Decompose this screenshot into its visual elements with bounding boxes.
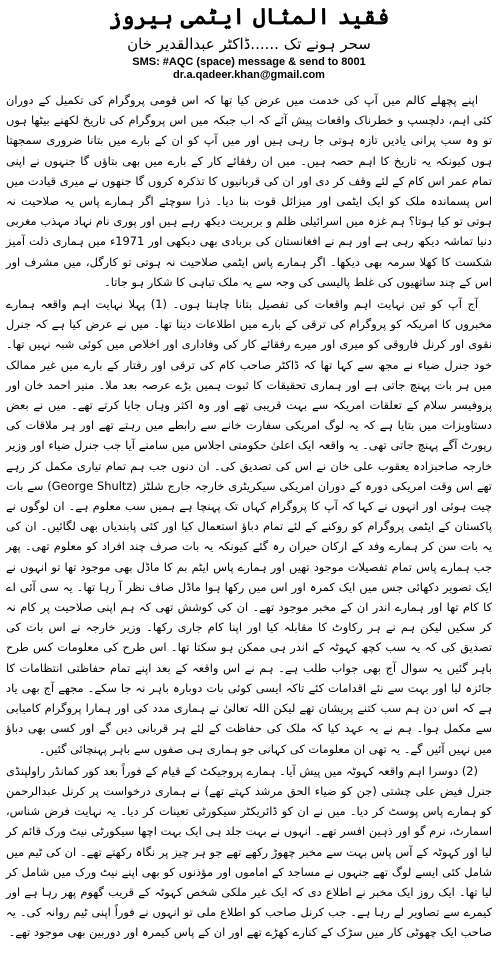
article-paragraph-2: آج آپ کو تین نہایت اہم واقعات کی تفصیل بتانا چاہتا ہوں۔ (1) پہلا نہایت اہم واقعہ ہمارے مخبروں کا امریکہ کو پروگرام کی ترقی کے بارے میں اطلاعات دینا تھا۔ میں نے عرض کیا ہے کہ جنرل نقوی اور کرنل فاروقی کو میری اور میرے رفقائے کار کی وفاداری اور اخلاص میں کوئی شبہ نہیں تھا۔ خود جنرل ضیاء نے مجھ سے کہا تھا کہ ڈاکٹر صاحب کام کی ترقی اور رفتار کے بارے میں غیر ممالک میں ہر بات پہنچ جاتی ہے اور ہماری تحقیقات کا ثبوت ہمیں بڑے عرصہ بعد ملا۔ منیر احمد خان اور پروفیسر سلام کے تعلقات امریکہ سے بہت قریبی تھے اور وہ اکثر وہاں جایا کرتے تھے۔ میں نے بعض دستاویزات میں بتایا ہے کہ یہ لوگ امریکی سفارت خانے سے رابطے میں رہتے تھے اور ہر ملاقات کی رپورٹ آگے پہنچ جاتی تھی۔ یہ واقعہ ایک اعلیٰ حکومتی اجلاس میں سامنے آیا جب جنرل ضیاء اور وزیر خارجہ صاحبزادہ یعقوب علی خان نے اس کی تصدیق کی۔ ان دنوں جب ہم تمام تیاری مکمل کر رہے تھے اس وقت امریکی دورہ کے دوران امریکی سیکریٹری خارجہ جارج شلٹز (George Shultz) سے بات چیت ہوئی اور انہوں نے کہا کہ آپ کا پروگرام کہاں تک پہنچا ہے ہمیں سب معلوم ہے۔ ان لوگوں نے پاکستان کے ایٹمی پروگرام کو روکنے کے لئے تمام دباؤ استعمال کیا اور کئی پابندیاں بھی لگائیں۔ ان کی یہ بات سن کر ہمارے وفد کے ارکان حیران رہ گئے کیونکہ یہ بات صرف چند افراد کو معلوم تھی۔ پھر جب ہمارے پاس تمام تفصیلات موجود تھیں اور ہمارے پاس ایٹم بم کا ماڈل بھی موجود تھا تو انہوں نے ایک تصویر دکھائی جس میں ایک کمرہ اور اس میں رکھا ہوا ماڈل صاف نظر آ رہا تھا۔ یہ سی آئی اے کا کام تھا اور ہمارے اندر ان کے مخبر موجود تھے۔ ان کی کوشش تھی کہ ہم اپنی صلاحیت پر کام نہ کر سکیں لیکن ہم نے ہر رکاوٹ کا مقابلہ کیا اور اپنا کام جاری رکھا۔ وزیر خارجہ نے اس بات کی تصدیق کی کہ یہ سب کچھ کہوٹہ کے اندر ہی ممکن ہو سکتا تھا۔ اس طرح کی معلومات کس طرح باہر گئیں یہ سوال آج بھی جواب طلب ہے۔ ہم نے اس واقعہ کے بعد اپنے تمام حفاظتی انتظامات کا جائزہ لیا اور بہت سے نئے اقدامات کئے تاکہ ایسی کوئی بات دوبارہ باہر نہ جا سکے۔ مجھے آج بھی یاد ہے کہ اس دن ہم سب کتنے پریشان تھے لیکن اللہ تعالیٰ نے ہماری مدد کی اور ہمارا پروگرام کامیابی سے مکمل ہوا۔ ہم نے یہ عہد کیا کہ ملک کی حفاظت کے لئے ہر قربانی دیں گے اور کسی بھی دباؤ میں نہیں آئیں گے۔ یہ تھی ان معلومات کی کہانی جو ہماری ہی صفوں سے باہر پہنچائی گئیں۔ — [6, 297, 492, 756]
article-body — [6, 90, 492, 943]
article-byline: سحر ہونے تک ......ڈاکٹر عبدالقدیر خان — [127, 35, 371, 53]
article-title: فقید المثال ایٹمی ہیروز — [108, 4, 390, 30]
sms-line: SMS: #AQC (space) message & send to 8001 — [132, 56, 366, 68]
article-paragraph-3: (2) دوسرا اہم واقعہ کہوٹہ میں پیش آیا۔ ہمارے پروجیکٹ کے قیام کے فوراً بعد کور کمانڈر راولپنڈی جنرل فیض علی چشتی (جن کو ضیاء الحق مرشد کہتے تھے) نے ہماری درخواست پر کرنل عبدالرحمن کو ہمارے پاس پوسٹ کر دیا۔ میں نے ان کو ڈائریکٹر سیکورٹی تعینات کر دیا۔ یہ نہایت فرض شناس، اسمارٹ، نرم گو اور ذہین افسر تھے۔ انہوں نے بہت جلد ہی ایک بہت اچھا سیکورٹی نیٹ ورک قائم کر لیا اور کہوٹہ کے آس پاس بہت سے مخبر چھوڑ رکھے تھے جو ہر چیز پر نگاہ رکھتے تھے۔ ان کی ٹیم میں شامل کئی ایسے لوگ تھے جنہوں نے مساجد کے اماموں اور مؤذنوں کو بھی اپنے نیٹ ورک میں شامل کر لیا تھا۔ ایک روز ایک مخبر نے اطلاع دی کہ ایک غیر ملکی شخص کہوٹہ کے قریب گھوم پھر رہا ہے اور کیمرے سے تصاویر لے رہا ہے۔ جب کرنل صاحب کو اطلاع ملی تو انہوں نے فوراً اپنی ٹیم روانہ کی۔ یہ صاحب ایک چھوٹی کار میں سڑک کے کنارے کھڑے تھے اور ان کے پاس کیمرہ اور دوربین بھی موجود تھے۔ — [6, 763, 492, 940]
author-email: dr.a.qadeer.khan@gmail.com — [173, 69, 325, 81]
article-paragraph-1: اپنے پچھلے کالم میں آپ کی خدمت میں عرض کیا تھا کہ اس قومی پروگرام کی تکمیل کے دوران کئی اہم، دلچسپ و خطرناک واقعات پیش آئے کہ اب جبکہ میں اس پروگرام کی تاریخ لکھنے بیٹھا ہوں تو وہ سب پرانی یادیں تازہ ہوتی جا رہی ہیں اور میں آپ کو ان کے بارے میں بتانا ضروری سمجھتا ہوں کیونکہ یہ تاریخ کا اہم حصہ ہیں۔ میں ان رفقائے کار کے بارے میں بھی بتاؤں گا جنہوں نے اپنی تمام عمر اس کام کے لئے وقف کر دی اور ان کی قربانیوں کا تذکرہ کروں گا جنھوں نے میری قیادت میں اس پسماندہ ملک کو ایک ایٹمی اور میزائل قوت بنا دیا۔ ذرا سوچئے اگر ہمارے پاس یہ صلاحیت نہ ہوتی تو کیا ہوتا؟ ہم غزہ میں اسرائیلی ظلم و بربریت دیکھ رہے ہیں اور پوری نام نہاد مہذب مغربی دنیا تماشہ دیکھ رہی ہے اور ہم نے افغانستان کی بربادی بھی دیکھی اور 1971ء میں ہماری ذلت آمیز شکست کا کھلا سرمہ بھی دیکھا۔ اگر ہمارے پاس ایٹمی صلاحیت نہ ہوتی تو کارگل، میں مشرف اور اس کے چند ساتھیوں کی غلط پالیسی کی وجہ سے یہ ملک تباہی کا شکار ہو جاتا۔ — [6, 93, 492, 289]
